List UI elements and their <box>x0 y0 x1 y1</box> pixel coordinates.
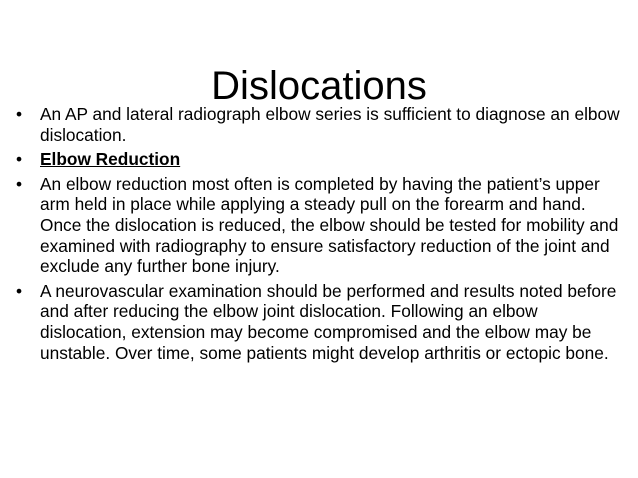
bullet-marker: • <box>16 149 23 170</box>
bullet-text: An AP and lateral radiograph elbow series is sufficient to diagnose an elbow dislocation. <box>40 104 620 145</box>
bullet-marker: • <box>16 104 23 124</box>
bullet-marker: • <box>16 280 23 301</box>
bullet-item <box>14 174 626 277</box>
section-heading-elbow-reduction: Elbow Reduction <box>40 149 181 170</box>
bullet-text: A neurovascular examination should be performed and results noted before and after reducing the elbow joint dislocation. Following an elbow dislocation, extension may become compromised and the elbow may be unstable. Over time, some patients might develop arthritis or ectopic bone. <box>40 280 617 363</box>
bullet-item <box>14 149 626 170</box>
bullet-item <box>14 281 626 363</box>
slide-title: Dislocations <box>211 64 427 108</box>
bullet-marker: • <box>16 173 23 194</box>
bullet-list <box>14 104 626 367</box>
bullet-item <box>14 104 626 145</box>
bullet-text: An elbow reduction most often is completed by having the patient’s upper arm held in place while applying a steady pull on the forearm and hand. Once the dislocation is reduced, the elbow should be tested for mobility and examined with radiography to ensure satisfactory reduction of the joint and exclude any further bone injury. <box>40 173 619 277</box>
